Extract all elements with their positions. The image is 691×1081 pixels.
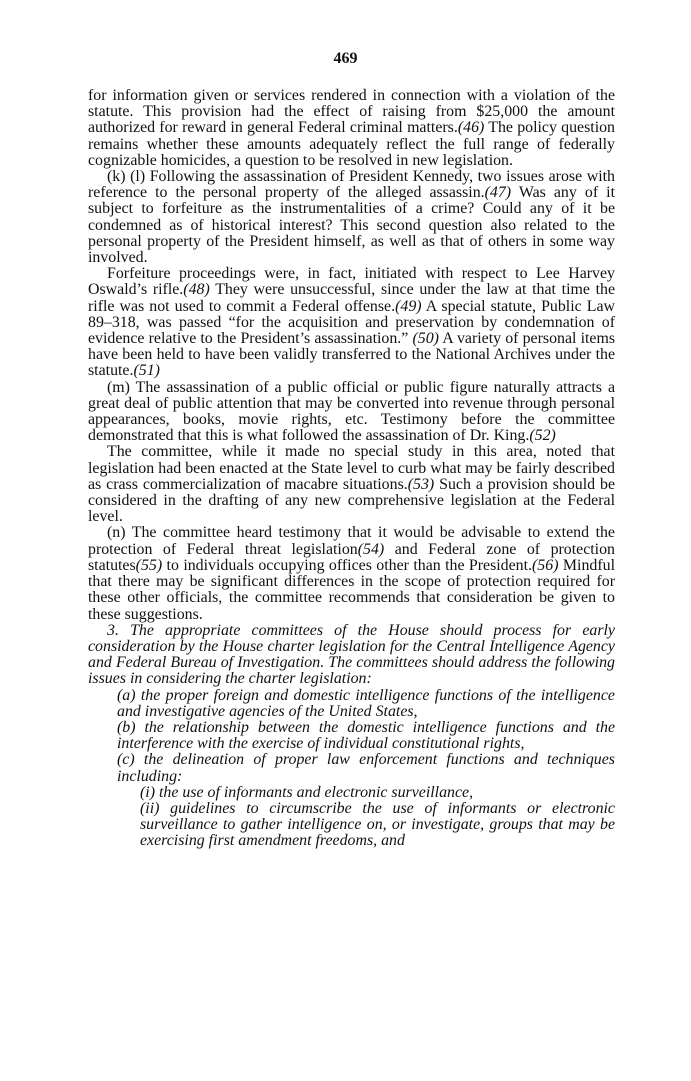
- page-body: [88, 88, 615, 850]
- paragraph-p2: [88, 266, 615, 379]
- paragraph-p4: [88, 444, 615, 525]
- footnote-reference: 3. The appropriate committees of the House should process for early consideration by the House charter legislation for the Central Intelligence Agency and Federal Bureau of Investigation. The committees should address the following issues in considering the charter legislation:: [88, 621, 615, 688]
- paragraph-text: and Federal zone of protection statutes: [88, 540, 615, 574]
- recommendation-item-list: [88, 688, 615, 850]
- footnote-reference: (52): [529, 427, 556, 445]
- paragraph-text: Mindful that there may be significant differences in the scope of protection required for these other officials, the committee recommends that consideration be given to these suggestions.: [88, 556, 615, 623]
- page-number: 469: [333, 50, 358, 67]
- paragraph-text: (k) (l) Following the assassination of President Kennedy, two issues arose with reference to the personal property of the alleged assassin.: [88, 168, 615, 202]
- paragraph-text: Such a provision should be considered in the drafting of any new comprehensive legislation at the Federal level.: [88, 475, 616, 526]
- footnote-reference: (49): [395, 297, 422, 315]
- footnote-reference: (54): [357, 540, 385, 558]
- paragraph-p1: [88, 169, 615, 266]
- paragraph-text: The committee, while it made no special study in this area, noted that legislation had been enacted at the State level to curb what may be fairly described as crass commercialization of macabre situations.: [88, 443, 615, 493]
- paragraph-p6: [88, 623, 615, 688]
- paragraph-text: (n) The committee heard testimony that it would be advisable to extend the protection of Federal threat legislation: [88, 524, 615, 558]
- paragraph-p3: [88, 380, 615, 445]
- paragraph-text: They were unsuccessful, since under the law at that time the rifle was not used to commit a Federal offense.: [88, 281, 616, 315]
- footnote-reference: (46): [457, 119, 485, 137]
- paragraph-text: for information given or services rendered in connection with a violation of the statute. This provision had the effect of raising from $25,000 the amount authorized for reward in general Federal criminal matters.: [88, 87, 615, 137]
- footnote-reference: (53): [407, 475, 435, 493]
- paragraph-text: to individuals occupying offices other than the President.: [162, 556, 533, 574]
- paragraph-text: (m) The assassination of a public official or public figure naturally attracts a great deal of public attention that may be converted into revenue through personal appearances, books, movie rights, etc. Testimony before the committee demonstrated that this is what followed the assassination of Dr. King.: [88, 378, 615, 445]
- footnote-reference: (48): [183, 281, 210, 299]
- paragraph-text: A variety of personal items have been held to have been validly transferred to the National Archives under the statute.: [88, 330, 615, 380]
- footnote-reference: (47): [484, 184, 512, 202]
- footnote-reference: (50): [412, 330, 439, 348]
- footnote-reference: (55): [135, 556, 163, 574]
- paragraph-p0: [88, 88, 615, 169]
- paragraph-p5: [88, 525, 615, 622]
- paragraph-text: The policy question remains whether these amounts adequately reflect the full range of federally cognizable homicides, a question to be resolved in new legislation.: [88, 119, 616, 169]
- paragraph-text: Was any of it subject to forfeiture as the instrumentalities of a crime? Could any of it be condemned as of historical interest? This second question also related to the personal property of the President himself, as well as that of others in some way involved.: [88, 184, 615, 267]
- paragraph-text: A special statute, Public Law 89–318, was passed “for the acquisition and preservation by condemnation of evidence relative to the President’s assassination.”: [88, 297, 615, 348]
- recommendation-item-b: (b) the relationship between the domestic intelligence functions and the interference with the exercise of individual constitutional rights,: [117, 718, 615, 753]
- recommendation-item-a: (a) the proper foreign and domestic intelligence functions of the intelligence and investigative agencies of the United States,: [117, 686, 615, 720]
- recommendation-item-c-i: (i) the use of informants and electronic surveillance,: [140, 783, 474, 801]
- footnote-reference: (51): [133, 362, 160, 380]
- footnote-reference: (56): [532, 556, 559, 574]
- paragraph-text: Forfeiture proceedings were, in fact, initiated with respect to Lee Harvey Oswald’s rifle.: [88, 265, 615, 299]
- recommendation-item-c: (c) the delineation of proper law enforcement functions and techniques including:: [117, 751, 615, 785]
- recommendation-item-c-ii: (ii) guidelines to circumscribe the use of informants or electronic surveillance to gather intelligence on, or investigate, groups that may be exercising first amendment freedoms, and: [140, 799, 615, 850]
- paragraph-list: [88, 88, 615, 688]
